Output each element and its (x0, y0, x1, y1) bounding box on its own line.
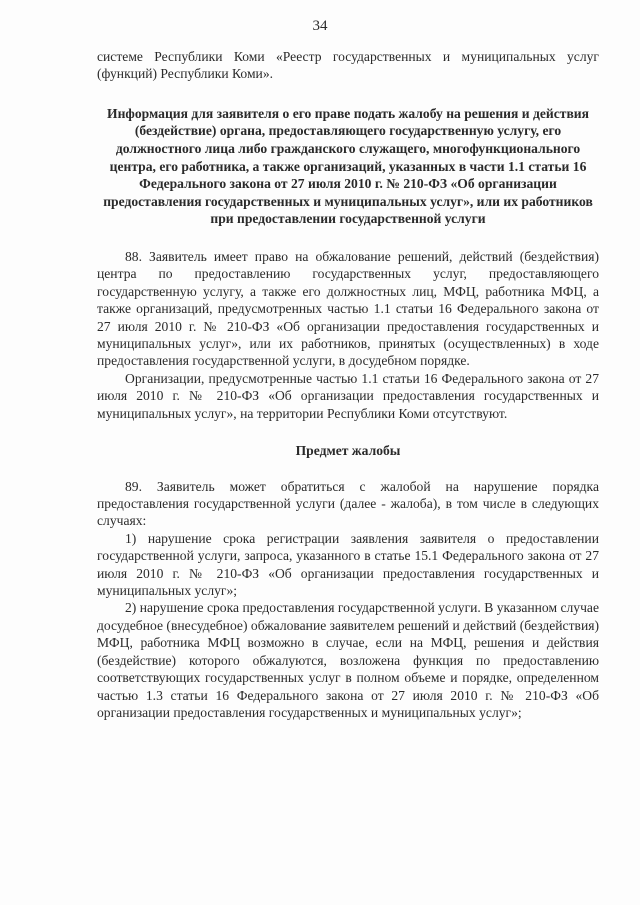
section-heading: Информация для заявителя о его праве подать жалобу на решения и действия (бездействие) органа, предоставляющего государственную услугу, его должностного лица либо гражданского служащего, многофункционального центра, его работника, а также организаций, указанных в части 1.1 статьи 16 Федерального закона от 27 июля 2010 г. № 210-ФЗ «Об организации предоставления государственных и муниципальных услуг», или их работников при предоставлении государственной услуги (103, 105, 593, 227)
paragraph-88: 88. Заявитель имеет право на обжалование решений, действий (бездействия) центра по предоставлению государственных услуг, предоставляющего государственную услугу, а также его должностных лиц, МФЦ, работника МФЦ, а также организаций, предусмотренных частью 1.1 статьи 16 Федерального закона от 27 июля 2010 г. № 210-ФЗ «Об организации предоставления государственных и муниципальных услуг», или их работников, принятых (осуществленных) в ходе предоставления государственной услуги, в досудебном порядке. (97, 248, 599, 369)
intro-continuation: системе Республики Коми «Реестр государственных и муниципальных услуг (функций) Республики Коми». (97, 49, 599, 82)
list-item-case-2: 2) нарушение срока предоставления государственной услуги. В указанном случае досудебное (внесудебное) обжалование заявителем решений и действий (бездействия) МФЦ, работника МФЦ возможно в случае, если на МФЦ, решения и действия (бездействие) которого обжалуются, возложена функция по предоставлению соответствующих государственных услуг в полном объеме и порядке, определенном частью 1.3 статьи 16 Федерального закона от 27 июля 2010 г. № 210-ФЗ «Об организации предоставления государственных и муниципальных услуг»; (97, 600, 599, 720)
subsection-heading: Предмет жалобы (295, 443, 401, 459)
page-number: 34 (312, 18, 328, 34)
document-body (97, 48, 599, 721)
paragraph-89: 89. Заявитель может обратиться с жалобой на нарушение порядка предоставления государственной услуги (далее - жалоба), в том числе в следующих случаях: (97, 478, 599, 529)
paragraph-organizations: Организации, предусмотренные частью 1.1 статьи 16 Федерального закона от 27 июля 2010 г. № 210-ФЗ «Об организации предоставления государственных и муниципальных услуг», на территории Республики Коми отсутствуют. (97, 370, 599, 421)
list-item-case-1: 1) нарушение срока регистрации заявления заявителя о предоставлении государственной услуги, запроса, указанного в статье 15.1 Федерального закона от 27 июля 2010 г. № 210-ФЗ «Об организации предоставления государственных и муниципальных услуг»; (97, 530, 599, 599)
